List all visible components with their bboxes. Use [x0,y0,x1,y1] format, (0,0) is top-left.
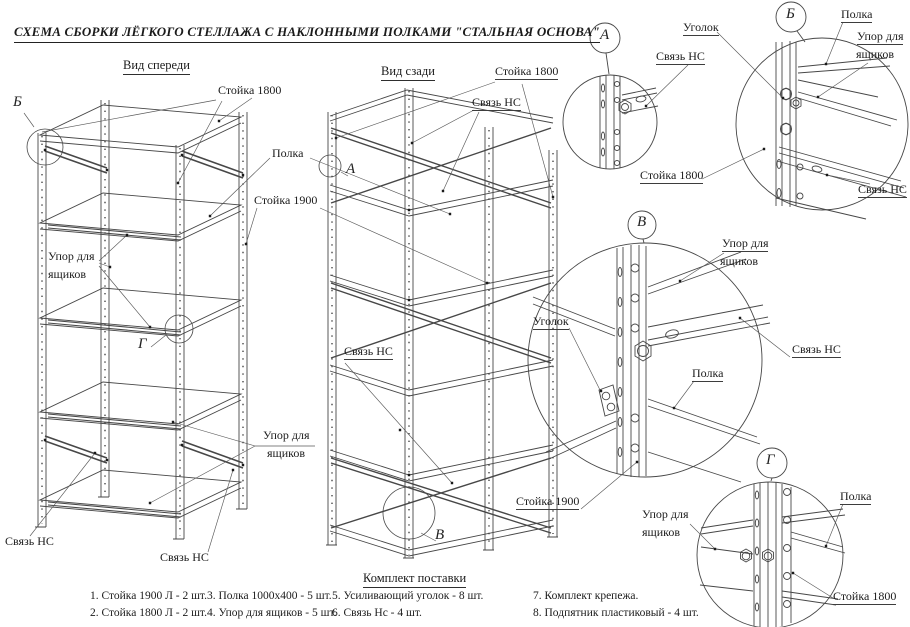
kit-item-5: 5. Усиливающий уголок - 8 шт. [332,590,484,602]
back-view-drawing [319,88,558,558]
label-shelf-mid: Полка [272,146,304,160]
label-shelf-detail-v: Полка [692,366,724,380]
label-stand-1800-back: Стойка 1800 [495,64,559,78]
label-brace-detail-b: Связь НС [858,182,907,196]
label-drawer-stop-front-right-line2: ящиков [267,446,306,460]
label-drawer-stop-front-left-line2: ящиков [48,267,87,281]
detail-marker-b: Б [786,6,795,22]
detail-marker-v-on-view: В [435,527,445,543]
kit-item-7: 7. Комплект крепежа. [533,590,639,602]
label-shelf-detail-b: Полка [841,7,873,21]
label-drawer-stop-front-left-line1: Упор для [48,249,95,263]
label-angle-bracket-detail-a: Уголок [683,20,719,34]
label-angle-bracket-detail-v: Уголок [533,314,569,328]
label-drawer-stop-front-right-line1: Упор для [263,428,310,442]
kit-item-4: 4. Упор для ящиков - 5 шт. [207,607,337,619]
detail-marker-b-on-view: Б [13,94,22,110]
label-shelf-detail-g: Полка [840,489,872,503]
kit-item-3: 3. Полка 1000x400 - 5 шт. [207,590,332,602]
label-drawer-stop-detail-v-line1: Упор для [722,236,769,250]
label-drawer-stop-detail-g-line1: Упор для [642,507,689,521]
label-drawer-stop-detail-v-line2: ящиков [720,254,759,268]
label-stand-1800-detail-g: Стойка 1800 [833,589,897,603]
label-stand-1800-detail-a: Стойка 1800 [640,168,704,182]
detail-marker-v: В [637,214,647,230]
back-view-title: Вид сзади [381,64,435,81]
detail-marker-a: А [600,27,610,43]
label-stand-1900-mid: Стойка 1900 [254,193,318,207]
kit-item-8: 8. Подпятник пластиковый - 4 шт. [533,607,699,619]
kit-item-1: 1. Стойка 1900 Л - 2 шт. [90,590,207,602]
detail-marker-g: Г [766,452,775,468]
detail-a-drawing [563,23,658,169]
front-view-drawing [27,100,247,539]
label-stand-1800-front: Стойка 1800 [218,83,282,97]
label-drawer-stop-detail-g-line2: ящиков [642,525,681,539]
label-drawer-stop-detail-b-line1: Упор для [857,29,904,43]
label-brace-back-top: Связь НС [472,95,521,109]
label-brace-bottom-mid: Связь НС [160,550,209,564]
detail-marker-g-on-view: Г [138,336,147,352]
label-stand-1900-detail-v: Стойка 1900 [516,494,580,508]
label-brace-detail-a: Связь НС [656,49,705,63]
detail-marker-a-on-view: А [346,161,356,177]
label-drawer-stop-detail-b-line2: ящиков [856,47,895,61]
drawing-title: СХЕМА СБОРКИ ЛЁГКОГО СТЕЛЛАЖА С НАКЛОННЫМИ ПОЛКАМИ "СТАЛЬНАЯ ОСНОВА" [14,24,600,43]
front-view-title: Вид спереди [123,58,190,75]
label-brace-bottom-left: Связь НС [5,534,54,548]
label-brace-detail-v: Связь НС [792,342,841,356]
kit-item-2: 2. Стойка 1800 Л - 2 шт. [90,607,207,619]
kit-title: Комплект поставки [363,571,466,588]
label-brace-back-mid: Связь НС [344,344,393,358]
kit-item-6: 6. Связь Нс - 4 шт. [332,607,422,619]
